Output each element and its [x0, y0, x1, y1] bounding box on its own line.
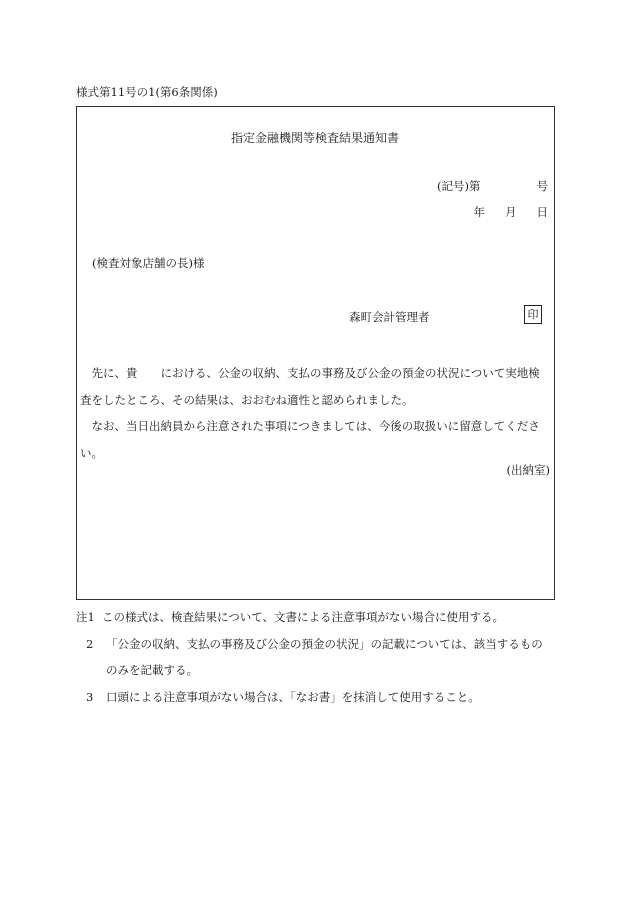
note-3-text: 口頭による注意事項がない場合は、「なお書」を抹消して使用すること。: [106, 689, 480, 704]
notes-section: [76, 604, 556, 710]
note-2-text: 「公金の収納、支払の事務及び公金の預金の状況」の記載については、該当するもの: [106, 636, 543, 651]
document-title: 指定金融機関等検査結果通知書: [230, 131, 399, 145]
note-1-number: 注1: [76, 610, 95, 624]
note-2-number: 2: [86, 636, 94, 651]
body-paragraph-2: なお、当日出納員から注意された事項につきましては、今後の取扱いに留意してください。: [80, 419, 540, 460]
issuing-official: 森町会計管理者: [349, 310, 430, 324]
note-2-continuation: のみを記載する。: [106, 663, 198, 677]
reference-suffix: 号: [536, 179, 548, 193]
note-1: [76, 604, 556, 631]
date-month: 月: [505, 205, 517, 219]
note-3-number: 3: [86, 689, 94, 704]
body-paragraph-1: 先に、貴 における、公金の収納、支払の事務及び公金の預金の状況について実地検査をしたところ、その結果は、おおむね適性と認められました。: [80, 366, 540, 407]
reference-number: [437, 178, 548, 194]
note-3: [76, 684, 556, 711]
form-number-label: 様式第11号の1(第6条関係): [76, 85, 218, 99]
date-year: 年: [473, 205, 485, 219]
issuing-office: (出納室): [506, 463, 550, 477]
date-line: [474, 204, 549, 220]
note-2: [76, 631, 556, 658]
notice-body: [80, 360, 550, 466]
addressee: (検査対象店舗の長)様: [92, 256, 205, 270]
reference-prefix: (記号)第: [437, 179, 481, 193]
seal-mark: 印: [524, 305, 542, 324]
note-1-text: この様式は、検査結果について、文書による注意事項がない場合に使用する。: [102, 610, 505, 624]
date-day: 日: [536, 205, 548, 219]
